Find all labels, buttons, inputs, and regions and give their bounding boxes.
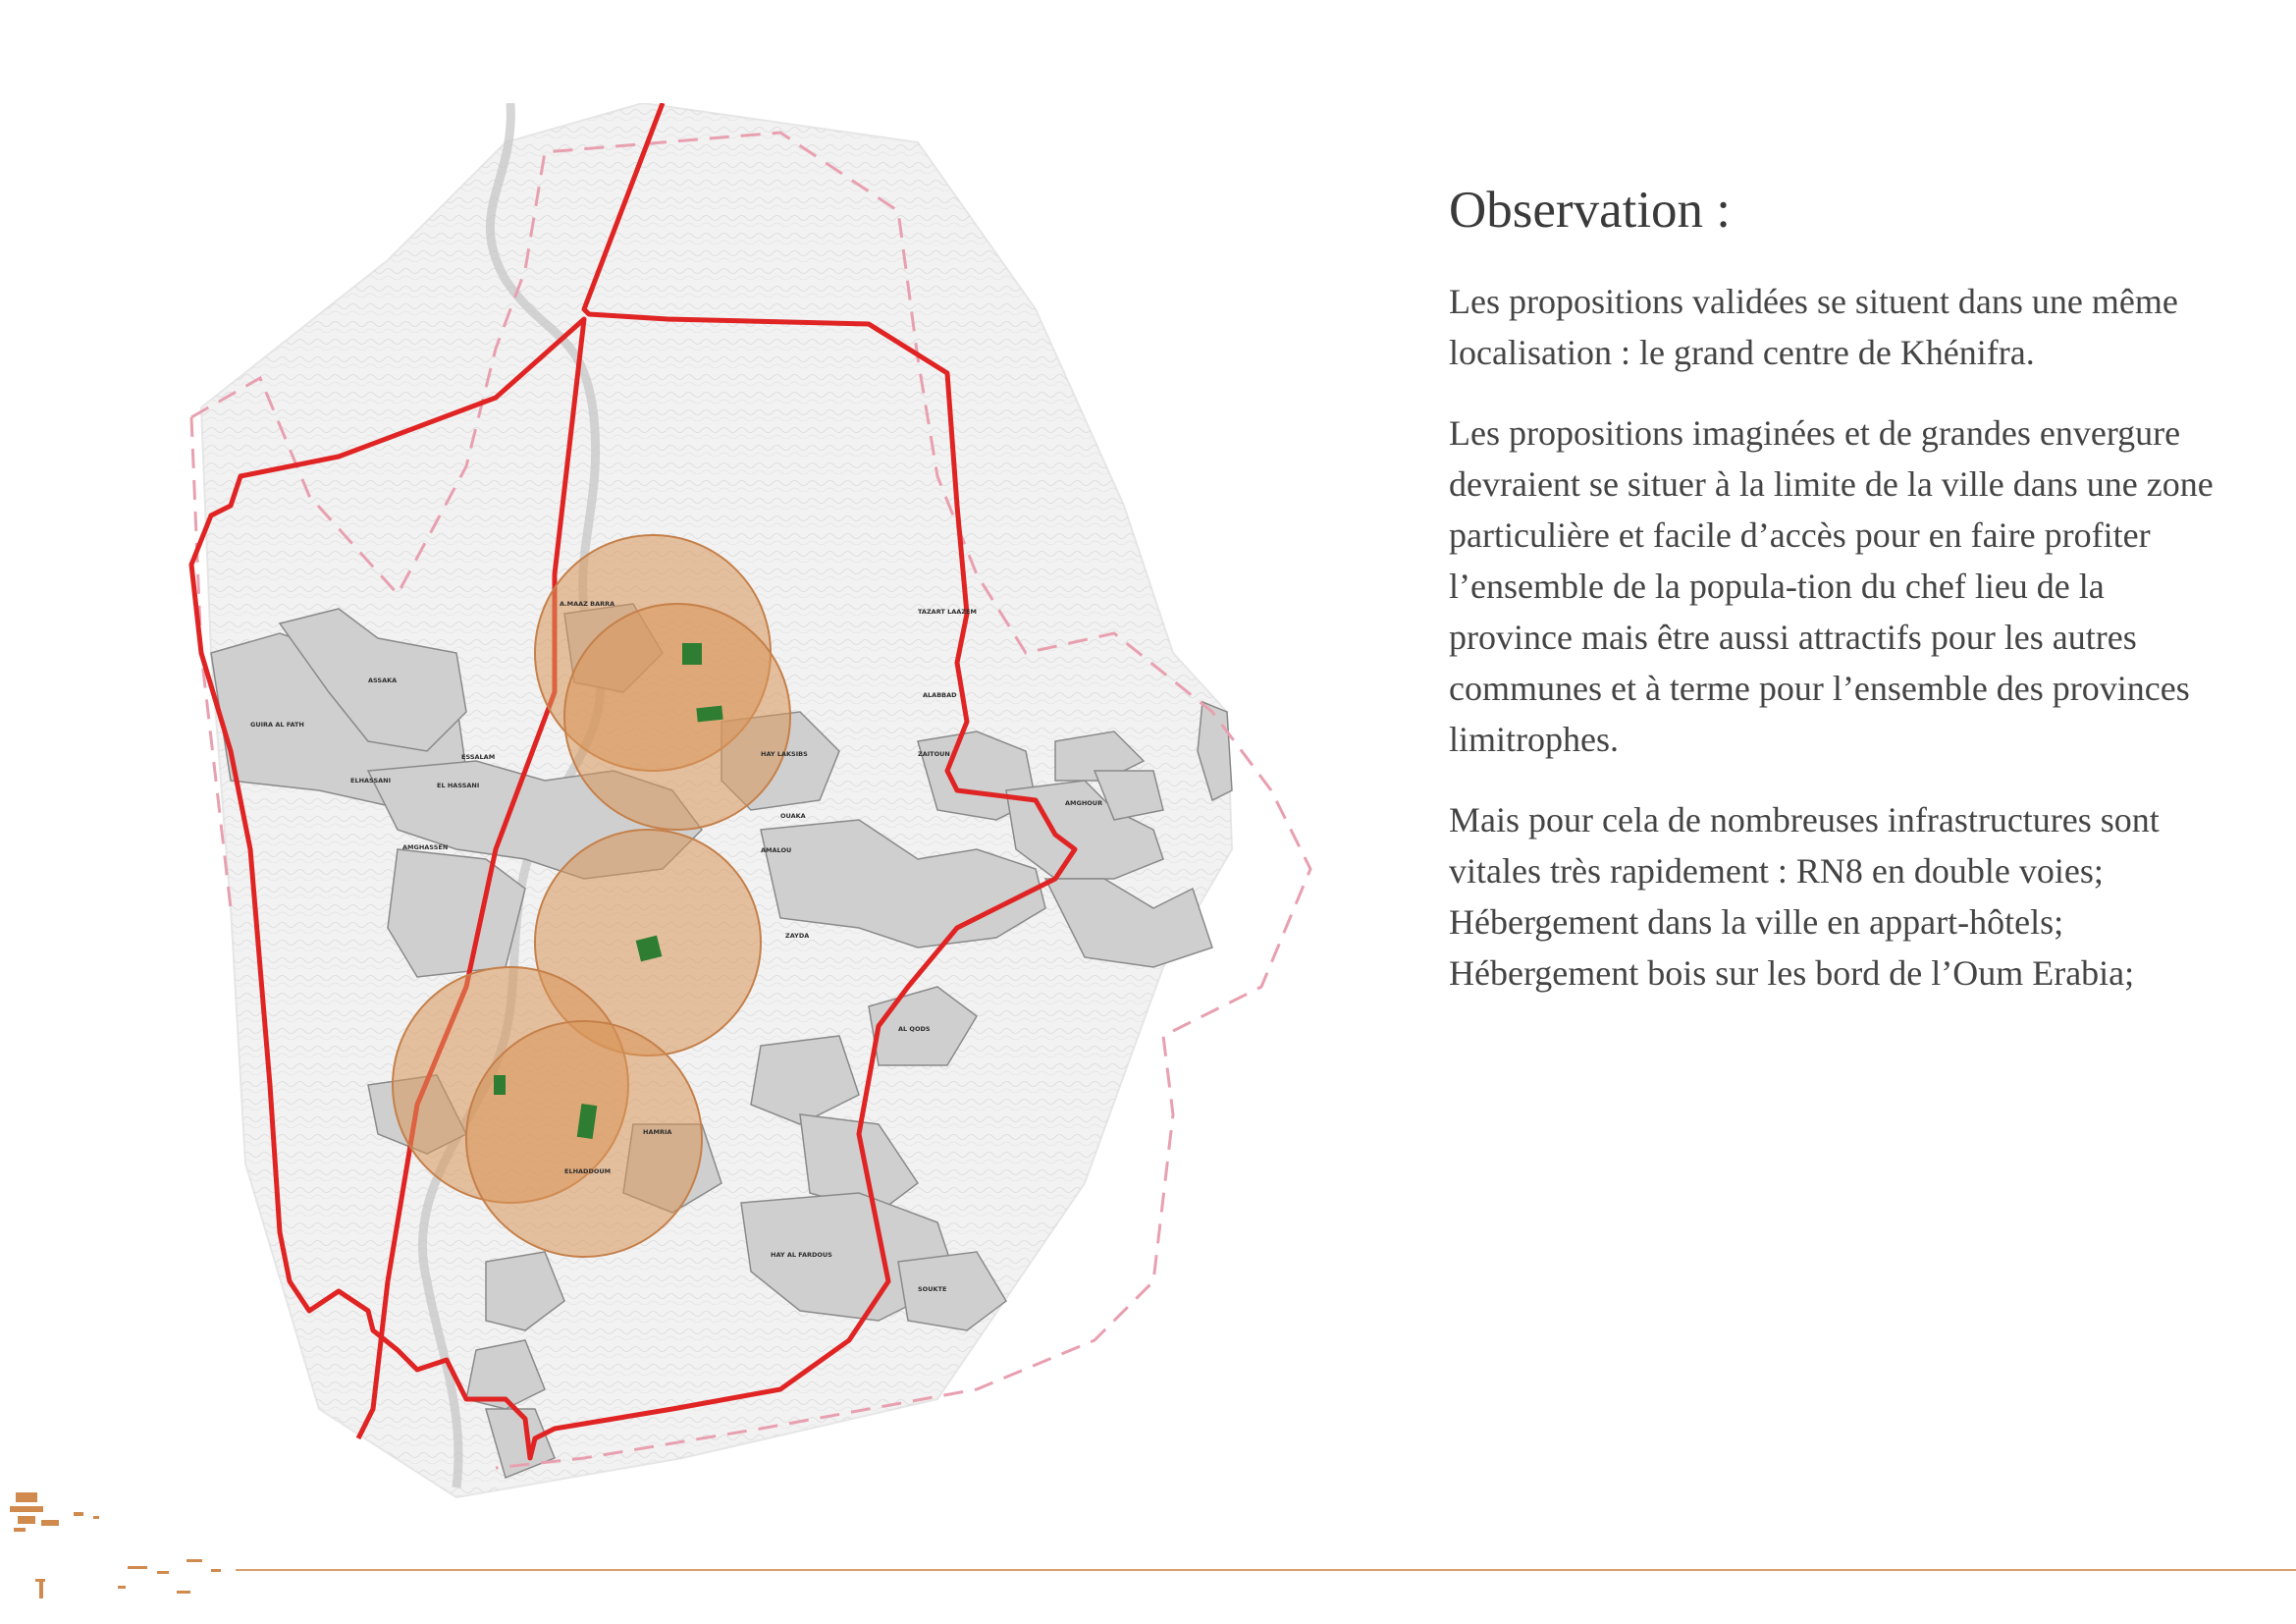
map-label: ELHASSANI [350, 777, 392, 785]
map-label: ELHADDOUM [564, 1167, 612, 1175]
map-label: GUIRA AL FATH [250, 721, 304, 729]
map-label: ZAITOUN [918, 750, 950, 758]
map-label: A.MAAZ BARRA [560, 600, 615, 608]
map-label: HAY LAKSIBS [761, 750, 808, 758]
footer-divider [236, 1569, 2296, 1571]
site-1 [682, 643, 702, 665]
map-label: HAMRIA [643, 1128, 672, 1136]
map-label: ESSALAM [461, 753, 496, 761]
observation-paragraph-3a: Mais pour cela de nombreuses infrastructures sont vitales très rapidement : RN8 en double voies; [1449, 800, 2160, 892]
corner-ornament [0, 1473, 255, 1620]
map-label: EL HASSANI [437, 782, 480, 789]
map-label: TAZART LAAZEM [918, 608, 977, 616]
map-label: AL QODS [898, 1025, 931, 1033]
zone-circle-5 [466, 1021, 702, 1257]
zone-circle-2 [564, 604, 790, 830]
map-label: SOUKTE [918, 1285, 947, 1293]
map-label: AMGHOUR [1065, 799, 1103, 807]
map-label: AMALOU [761, 846, 792, 854]
map-label: ZAYDA [785, 932, 810, 940]
observation-paragraph-2: Les propositions imaginées et de grandes envergure devraient se situer à la limite de la ville dans une zone particulière et facile d’accès pour en faire profiter l’ensemble de la popula-tion du chef lieu de la province mais être aussi attractifs pour les autres communes et à terme pour l’ensemble des provinces limitrophes. [1449, 413, 2214, 760]
map-label: AMGHASSEN [402, 843, 449, 851]
observation-paragraph-1: Les propositions validées se situent dans une même localisation : le grand centre de Khénifra. [1449, 282, 2178, 373]
observation-panel [1449, 182, 2215, 1028]
observation-title: Observation : [1449, 182, 1732, 239]
map-label: ALABBAD [923, 691, 957, 699]
site-4 [494, 1075, 506, 1095]
map-label: ASSAKA [368, 677, 398, 684]
observation-paragraph-3b: Hébergement dans la ville en appart-hôtels; Hébergement bois sur les bord de l’Oum Erabia; [1449, 902, 2135, 994]
site-2 [696, 706, 722, 723]
map-svg [172, 103, 1350, 1527]
map-label: OUAKA [780, 812, 806, 820]
urban-map [172, 103, 1350, 1527]
map-label: HAY AL FARDOUS [771, 1251, 832, 1259]
